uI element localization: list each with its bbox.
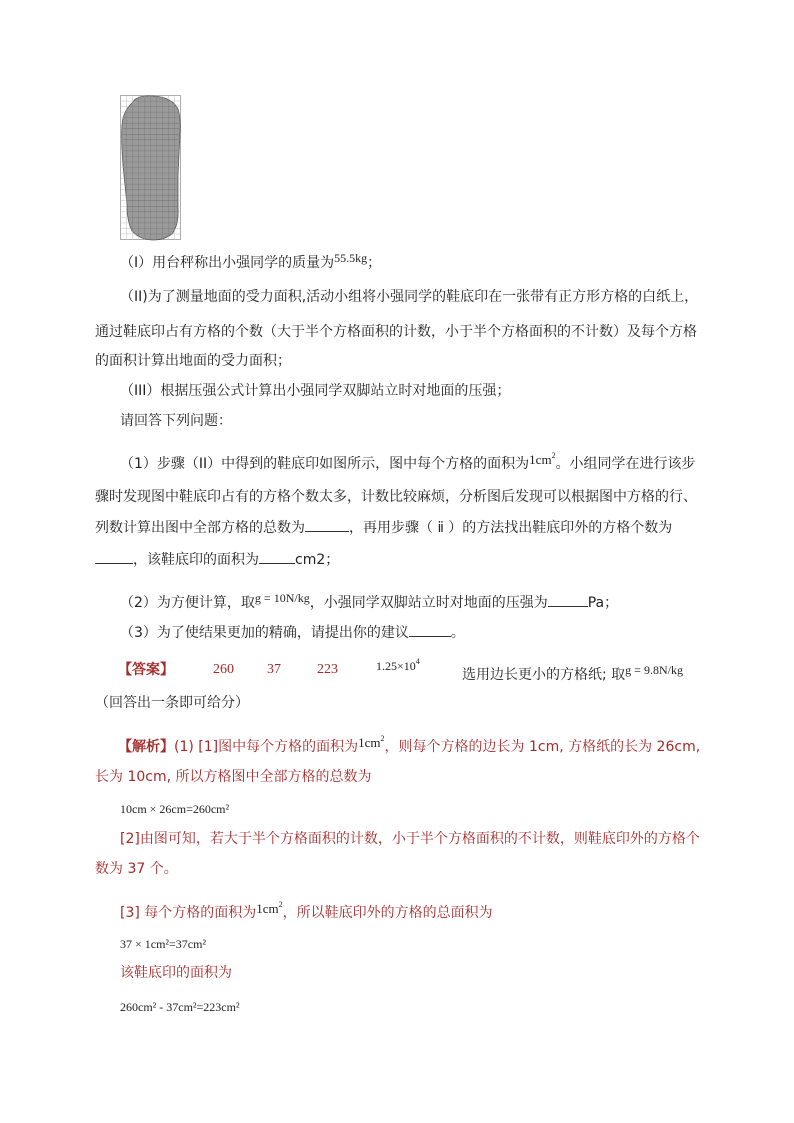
analysis-paragraph-2-line-2: 数为 37 个。 [95,861,178,877]
formula-total-squares: 10cm × 26cm=260cm² [120,802,230,816]
answer-2: 37 [267,662,281,677]
shoe-print-grid-figure [120,95,182,241]
analysis-paragraph-1-line-2: 长为 10cm, 所以方格图中全部方格的总数为 [95,769,372,785]
step-2-line-2: 通过鞋底印占有方格的个数（大于半个方格面积的计数，小于半个方格面积的不计数）及每个方格 [95,324,697,340]
analysis-paragraph-4: 该鞋底印的面积为 [120,965,232,981]
formula-print-area: 260cm² - 37cm²=223cm² [120,1000,240,1014]
analysis-paragraph-2-line-1: [2]由图可知，若大于半个方格面积的计数，小于半个方格面积的不计数，则鞋底印外的方格个 [120,831,700,847]
answer-note: （回答出一条即可给分） [95,695,249,711]
analysis-paragraph-3: [3] 每个方格的面积为$1cm^2$，所以鞋底印外的方格的总面积为 [120,900,493,921]
answer-4: $1.25\times 10^4$ [376,657,420,673]
step-2-line-1: （II)为了测量地面的受力面积,活动小组将小强同学的鞋底印在一张带有正方形方格的白纸上， [120,289,699,305]
answer-label: 【答案】 [118,662,174,678]
question-1-line-4: ，该鞋底印的面积为 cm2； [95,549,339,570]
question-1-line-2: 骤时发现图中鞋底印占有的方格个数太多，计数比较麻烦，分析图后发现可以根据图中方格的行、 [95,489,697,505]
step-1: （I）用台秤称出小强同学的质量为55.5kg； [120,251,382,271]
blank-outside-squares[interactable] [95,549,133,564]
analysis-paragraph-1: 【解析】(1) [1]图中每个方格的面积为$1cm^2$，则每个方格的边长为 1cm, 方格纸的长为 26cm, [118,734,701,755]
question-1-line-1: （1）步骤（II）中得到的鞋底印如图所示，图中每个方格的面积为$1cm^2$。小组同学在进行该步 [120,451,696,472]
formula-outside-area: 37 × 1cm²=37cm² [120,937,207,951]
blank-pressure[interactable] [548,592,588,607]
blank-print-area[interactable] [259,549,295,564]
blank-suggestion[interactable] [409,622,451,637]
blank-total-squares[interactable] [305,517,349,532]
answer-5: 选用边长更小的方格纸; 取g = 9.8N/kg [462,663,683,683]
question-2: （2）为方便计算，取g = 10N/kg，小强同学双脚站立时对地面的压强为 Pa； [120,591,619,611]
step-2-line-3: 的面积计算出地面的受力面积； [95,353,291,369]
question-1-line-3: 列数计算出图中全部方格的总数为 ，再用步骤（ ⅱ ）的方法找出鞋底印外的方格个数为 [95,517,672,538]
step-3: （III）根据压强公式计算出小强同学双脚站立时对地面的压强； [120,383,511,399]
question-3: （3）为了使结果更加的精确，请提出你的建议 。 [120,622,465,643]
answer-3: 223 [317,662,338,677]
answer-1: 260 [213,662,234,677]
question-prompt: 请回答下列问题： [120,413,232,429]
